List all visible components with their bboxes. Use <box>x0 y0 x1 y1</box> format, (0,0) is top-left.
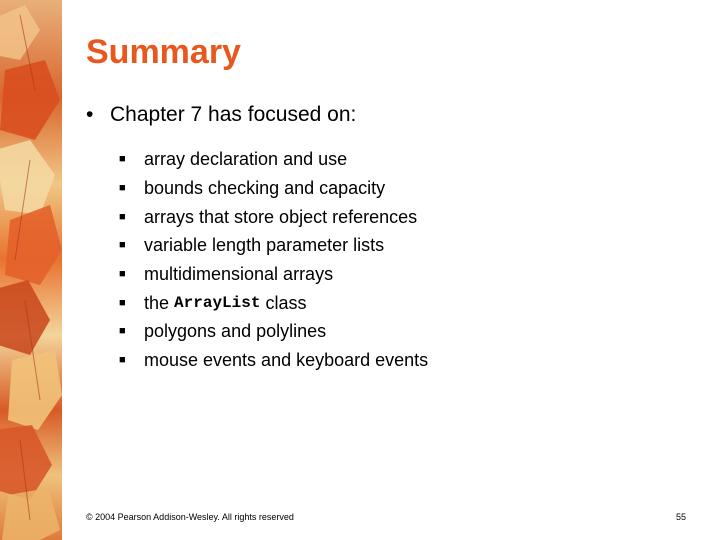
list-item-text: multidimensional arrays <box>144 264 334 285</box>
square-bullet-icon: ■ <box>119 325 126 338</box>
page-number: 55 <box>675 512 686 522</box>
square-bullet-icon: ■ <box>119 153 126 166</box>
list-item-text: bounds checking and capacity <box>144 178 386 199</box>
main-bullet-text: Chapter 7 has focused on: <box>110 103 357 126</box>
autumn-leaves-decoration <box>0 0 62 540</box>
square-bullet-icon: ■ <box>119 210 126 223</box>
list-item-text-prefix: the <box>144 292 175 313</box>
list-item-text: polygons and polylines <box>144 321 327 342</box>
leaves-image <box>0 0 62 540</box>
topic-list <box>119 145 428 375</box>
list-item-text-suffix: class <box>260 292 307 313</box>
list-item <box>119 174 428 203</box>
list-item-text: mouse events and keyboard events <box>144 350 429 371</box>
list-item <box>119 202 428 231</box>
list-item <box>119 346 428 375</box>
square-bullet-icon: ■ <box>119 239 126 252</box>
arraylist-code: ArrayList <box>174 293 261 312</box>
square-bullet-icon: ■ <box>119 268 126 281</box>
slide-title: Summary <box>86 33 241 71</box>
list-item <box>119 145 428 174</box>
list-item <box>119 317 428 346</box>
bullet-dot: • <box>86 103 94 126</box>
square-bullet-icon: ■ <box>119 296 126 309</box>
list-item-text: arrays that store object references <box>144 206 418 227</box>
square-bullet-icon: ■ <box>119 354 126 367</box>
list-item-text: variable length parameter lists <box>144 235 385 256</box>
main-bullet <box>86 100 356 130</box>
list-item-text: array declaration and use <box>144 149 348 170</box>
square-bullet-icon: ■ <box>119 182 126 195</box>
copyright-footer: © 2004 Pearson Addison-Wesley. All rights reserved <box>86 512 294 522</box>
list-item <box>119 288 428 317</box>
list-item <box>119 260 428 289</box>
list-item <box>119 231 428 260</box>
